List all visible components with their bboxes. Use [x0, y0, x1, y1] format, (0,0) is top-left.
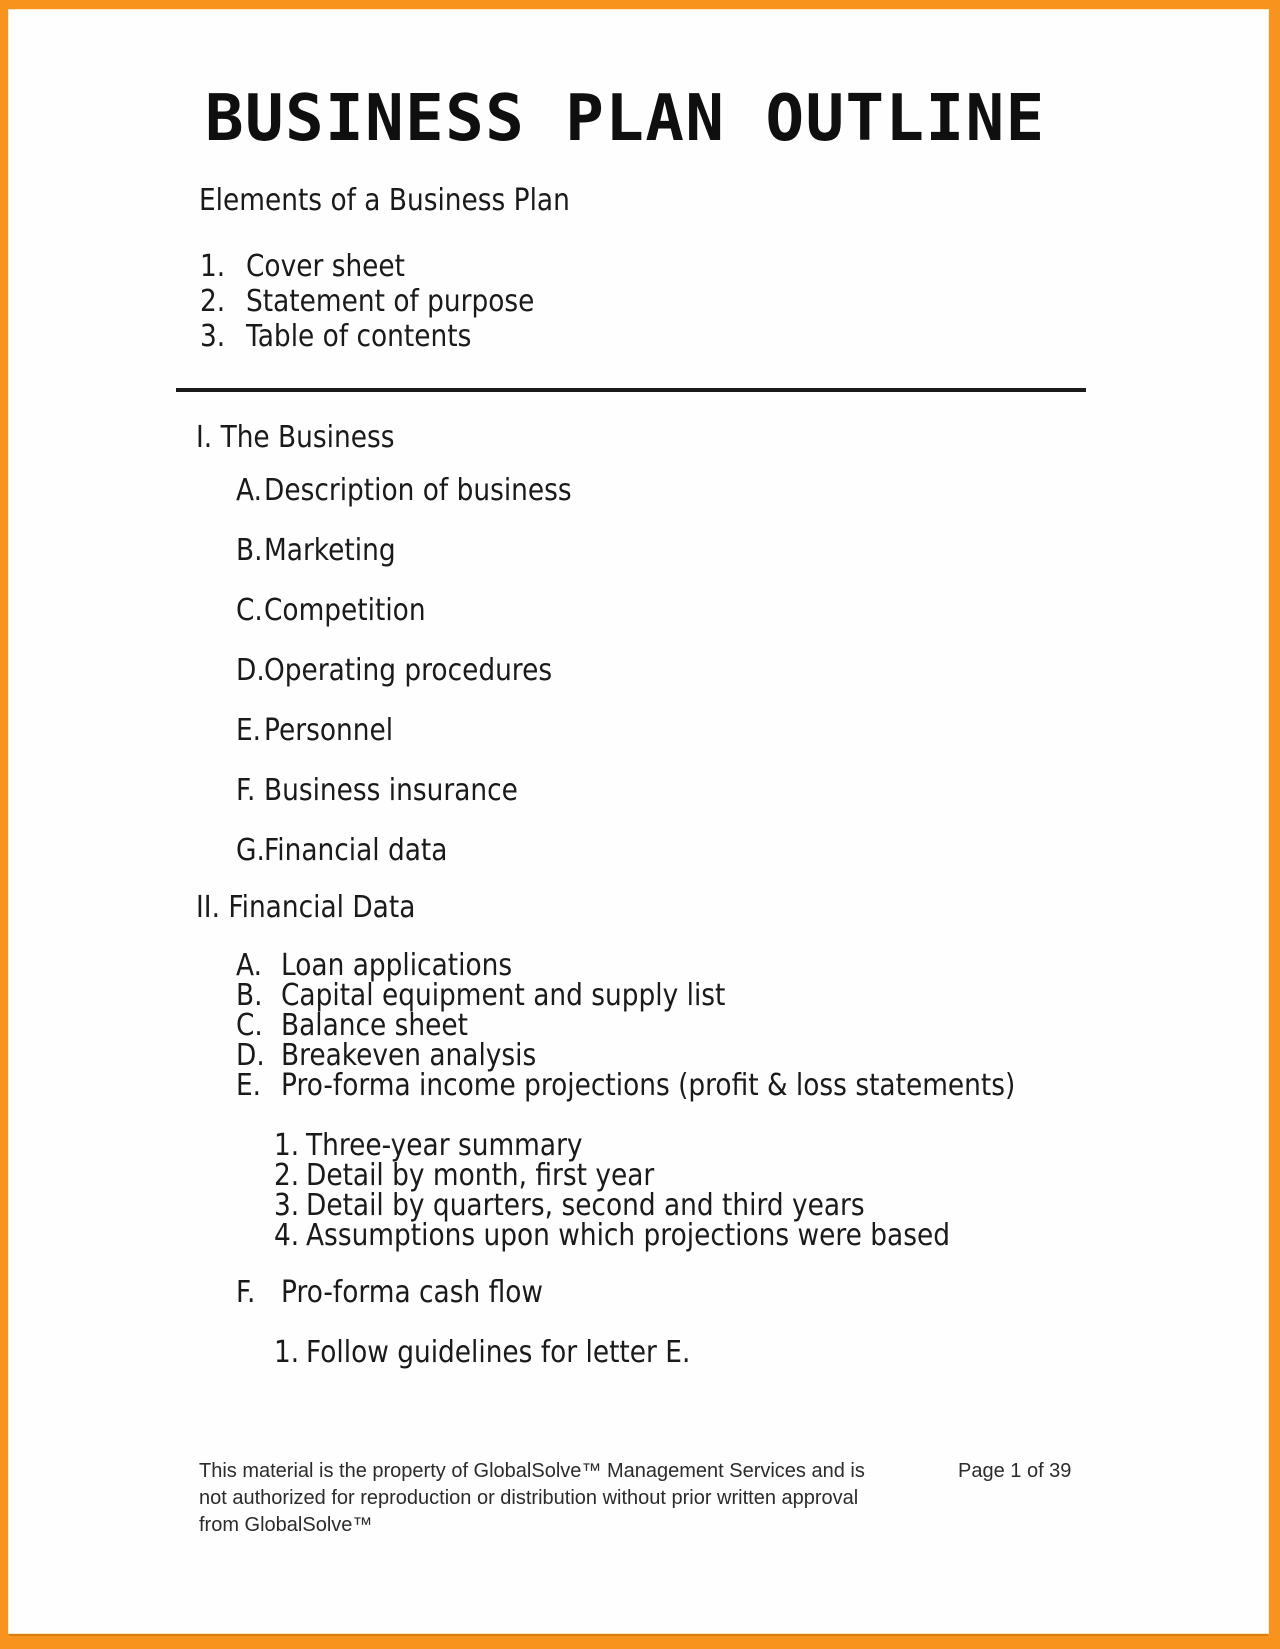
item-text: Balance sheet: [281, 1008, 469, 1043]
list-item: [274, 1335, 1268, 1370]
item-letter: E.: [236, 1068, 262, 1103]
list-item: [200, 249, 1268, 284]
item-number: 2.: [200, 284, 226, 319]
item-number: 1.: [274, 1335, 300, 1370]
document-title: BUSINESS PLAN OUTLINE: [205, 82, 1046, 156]
item-letter: F.: [236, 773, 256, 808]
item-text: Breakeven analysis: [281, 1038, 537, 1073]
item-text: Marketing: [264, 533, 396, 568]
item-number: 4.: [274, 1218, 300, 1253]
item-text: Personnel: [264, 713, 394, 748]
list-item: [236, 978, 1268, 1013]
list-item: [200, 319, 1268, 354]
list-item: [236, 593, 1268, 628]
list-item: [274, 1218, 1268, 1253]
section-2-sublist: [274, 1128, 1268, 1253]
item-letter: C.: [236, 1008, 263, 1043]
item-text: Description of business: [264, 473, 572, 508]
list-item: [274, 1128, 1268, 1163]
notice-line: This material is the property of GlobalSolve™ Management Services and is: [199, 1460, 865, 1482]
item-text: Detail by month, first year: [306, 1158, 655, 1193]
list-item: [236, 533, 1268, 568]
item-text: Business insurance: [264, 773, 518, 808]
notice-line: not authorized for reproduction or distribution without prior written approval: [199, 1487, 859, 1509]
item-text: Financial data: [264, 833, 448, 868]
list-item: [236, 1068, 1268, 1103]
list-item: [236, 1008, 1268, 1043]
item-letter: D.: [236, 1038, 265, 1073]
item-text: Loan applications: [281, 948, 513, 983]
item-letter: F.: [236, 1275, 256, 1310]
item-number: 3.: [274, 1188, 300, 1223]
item-letter: D.: [236, 653, 265, 688]
section-1-heading: I. The Business: [196, 420, 395, 455]
list-item: [274, 1158, 1268, 1193]
item-text: Pro-forma income projections (profit & loss statements): [281, 1068, 1016, 1103]
copyright-notice: [199, 1458, 1268, 1539]
list-item: [200, 284, 1268, 319]
subtitle-text: Elements of a Business Plan: [199, 183, 570, 218]
list-item: [236, 833, 1268, 868]
item-letter: A.: [236, 473, 262, 508]
notice-line: from GlobalSolve™: [199, 1514, 373, 1536]
page-footer: [199, 1458, 1268, 1539]
item-text: Pro-forma cash flow: [281, 1275, 543, 1310]
list-item: [236, 1038, 1268, 1073]
item-letter: B.: [236, 533, 263, 568]
list-item: [236, 948, 1268, 983]
section-2-f-sublist: [274, 1335, 1268, 1370]
item-text: Competition: [264, 593, 426, 628]
list-item: [236, 1275, 1268, 1310]
item-number: 3.: [200, 319, 226, 354]
section-2-list: [236, 948, 1268, 1103]
item-letter: B.: [236, 978, 263, 1013]
page-number: Page 1 of 39: [958, 1460, 1072, 1482]
list-item: [236, 653, 1268, 688]
horizontal-rule: [176, 388, 1086, 392]
item-number: 2.: [274, 1158, 300, 1193]
item-letter: E.: [236, 713, 262, 748]
item-number: 1.: [200, 249, 226, 284]
item-number: 1.: [274, 1128, 300, 1163]
list-item: [236, 473, 1268, 508]
item-text: Cover sheet: [246, 249, 406, 284]
item-text: Statement of purpose: [246, 284, 535, 319]
item-letter: C.: [236, 593, 263, 628]
item-text: Assumptions upon which projections were based: [306, 1218, 950, 1253]
section-2-heading: II. Financial Data: [196, 890, 416, 925]
item-text: Detail by quarters, second and third years: [306, 1188, 865, 1223]
list-item: [236, 713, 1268, 748]
item-text: Operating procedures: [264, 653, 553, 688]
item-text: Capital equipment and supply list: [281, 978, 726, 1013]
item-letter: G.: [236, 833, 265, 868]
intro-list: [200, 249, 1268, 354]
item-text: Table of contents: [246, 319, 472, 354]
item-letter: A.: [236, 948, 262, 983]
list-item: [236, 773, 1268, 808]
item-text: Three-year summary: [306, 1128, 583, 1163]
item-text: Follow guidelines for letter E.: [306, 1335, 691, 1370]
document-page: [9, 10, 1268, 1633]
document-subtitle: [199, 183, 1268, 218]
section-1-list: [236, 473, 1268, 868]
list-item: [274, 1188, 1268, 1223]
